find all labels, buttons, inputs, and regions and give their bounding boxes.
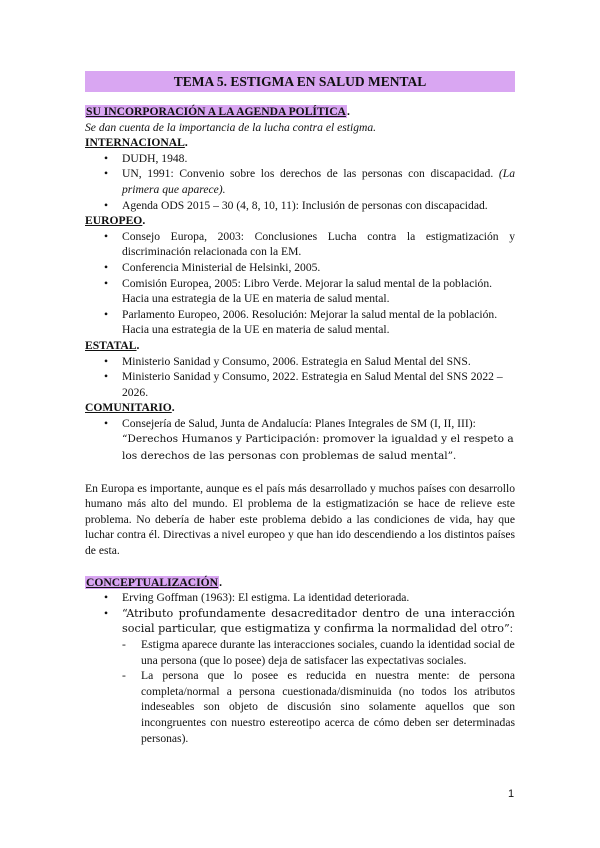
intro-note: Se dan cuenta de la importancia de la lucha contra el estigma. xyxy=(85,120,377,134)
bullet-icon: • xyxy=(104,229,109,243)
list-estatal xyxy=(85,354,515,401)
document-body xyxy=(85,104,515,746)
dash-icon: - xyxy=(122,638,126,651)
list-item: • Consejo Europa, 2003: Conclusiones Lucha contra la estigmatización y discriminación relacionada con la EM. xyxy=(104,229,515,259)
list-item: • UN, 1991: Convenio sobre los derechos de las personas con discapacidad. (La primera que aparece). xyxy=(104,167,515,196)
bullet-icon: • xyxy=(104,276,109,290)
list-item: • “Atributo profundamente desacreditador dentro de una interacción social particular, que estigmatiza y confirma la normalidad del otro”: xyxy=(104,606,515,636)
list-comunitario xyxy=(85,416,515,465)
sub-list-item: - Estigma aparece durante las interacciones sociales, cuando la identidad social de una persona (que lo posee) deja de satisfacer las expectativas sociales. xyxy=(122,638,515,667)
section-heading-conceptualizacion-text: CONCEPTUALIZACIÓN xyxy=(86,575,219,589)
list-conceptualizacion xyxy=(85,590,515,637)
list-item: • Ministerio Sanidad y Consumo, 2006. Estrategia en Salud Mental del SNS. xyxy=(104,354,471,368)
list-item: • Ministerio Sanidad y Consumo, 2022. Estrategia en Salud Mental del SNS 2022 – 2026. xyxy=(104,370,503,399)
sublist-conceptualizacion xyxy=(85,637,515,746)
dash-icon: - xyxy=(122,669,126,683)
bullet-icon: • xyxy=(104,606,109,620)
list-item: • Parlamento Europeo, 2006. Resolución: Mejorar la salud mental de la población. Hacia una estrategia de la UE en materia de salud mental. xyxy=(104,307,498,337)
quote-text: “Atributo profundamente desacreditador dentro de una interacción social particular, que estigmatiza y confirma la normalidad del otro” xyxy=(122,606,515,636)
section-heading-agenda: SU INCORPORACIÓN A LA AGENDA POLÍTICA. xyxy=(86,105,350,118)
list-item: • DUDH, 1948. xyxy=(104,151,188,165)
label-comunitario: COMUNITARIO. xyxy=(85,401,175,415)
list-europeo xyxy=(85,229,515,338)
list-item: • Consejería de Salud, Junta de Andalucía: Planes Integrales de SM (I, II, III): “Derechos Humanos y Participación: promover la igualdad y el respeto a los derechos de las personas con problemas de salud mental”. xyxy=(104,416,514,463)
list-item: • Comisión Europea, 2005: Libro Verde. Mejorar la salud mental de la población. Hacia una estrategia de la UE en materia de salud mental. xyxy=(104,276,493,306)
list-item: • Agenda ODS 2015 – 30 (4, 8, 10, 11): Inclusión de personas con discapacidad. xyxy=(104,198,488,212)
bullet-icon: • xyxy=(104,370,109,384)
quote-text: “Derechos Humanos y Participación: promover la igualdad y el respeto a los derechos de las personas con problemas de salud mental” xyxy=(122,433,514,463)
section-heading-conceptualizacion: CONCEPTUALIZACIÓN. xyxy=(86,575,222,589)
bullet-icon: • xyxy=(104,307,109,321)
label-estatal: ESTATAL. xyxy=(85,338,140,352)
bullet-icon: • xyxy=(104,416,109,430)
bullet-icon: • xyxy=(104,167,109,181)
list-internacional xyxy=(85,151,515,213)
sub-list-item: - La persona que lo posee es reducida en nuestra mente: de persona completa/normal a persona cuestionada/disminuida (no todos los atributos indeseables son objeto de discusión sino solamente aquellos que son incongruentes con nuestro estereotipo acerca de cómo deben ser determinadas personas). xyxy=(122,669,515,745)
bullet-icon: • xyxy=(104,354,109,368)
page-title: TEMA 5. ESTIGMA EN SALUD MENTAL xyxy=(85,71,515,92)
bullet-icon: • xyxy=(104,151,109,165)
body-paragraph: En Europa es importante, aunque es el país más desarrollado y muchos países con desarrollo humano más alto del mundo. El problema de la estigmatización se hace de relieve este problema. No debería de haber este problema debido a las condiciones de vida, hay que luchar contra él. Directivas a nivel europeo y que han ido descendiendo a los distintos países de esta. xyxy=(85,481,515,558)
bullet-icon: • xyxy=(104,591,109,605)
label-internacional: INTERNACIONAL. xyxy=(85,136,188,150)
label-europeo: EUROPEO. xyxy=(85,214,146,228)
bullet-icon: • xyxy=(104,260,109,274)
list-item: • Conferencia Ministerial de Helsinki, 2005. xyxy=(104,260,321,274)
list-item: • Erving Goffman (1963): El estigma. La identidad deteriorada. xyxy=(104,591,410,605)
page-number: 1 xyxy=(508,788,515,800)
bullet-icon: • xyxy=(104,198,109,212)
section-heading-agenda-text: SU INCORPORACIÓN A LA AGENDA POLÍTICA xyxy=(86,105,346,118)
